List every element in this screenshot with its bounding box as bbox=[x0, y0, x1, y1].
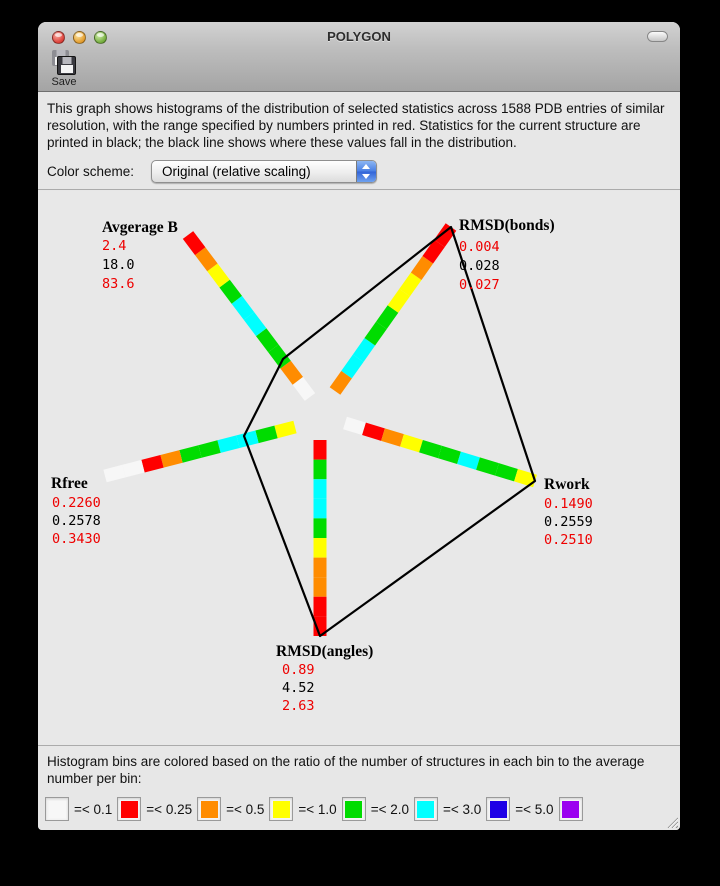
polygon-chart bbox=[38, 191, 680, 745]
color-scheme-selected-value: Original (relative scaling) bbox=[162, 164, 311, 179]
legend-swatch-blue bbox=[486, 797, 510, 821]
axis-current-value: 18.0 bbox=[102, 257, 135, 273]
legend-item bbox=[486, 797, 553, 821]
resize-grip[interactable] bbox=[665, 815, 678, 828]
legend-label: =< 0.25 bbox=[146, 801, 193, 817]
axis-range-min: 0.1490 bbox=[544, 496, 593, 512]
histogram-bin-segment bbox=[402, 440, 421, 446]
histogram-bin-segment bbox=[345, 423, 364, 429]
histogram-bin-segment bbox=[143, 461, 162, 466]
legend-item bbox=[45, 797, 112, 821]
histogram-bin-segment bbox=[428, 243, 440, 259]
histogram-bin-segment bbox=[358, 342, 370, 358]
histogram-bin-segment bbox=[347, 358, 359, 374]
polygon-chart-panel bbox=[38, 191, 680, 745]
axis-range-max: 0.3430 bbox=[52, 531, 101, 547]
legend-item bbox=[269, 797, 336, 821]
legend-swatch-white bbox=[45, 797, 69, 821]
histogram-bin-segment bbox=[286, 365, 298, 381]
axis-range-min: 0.004 bbox=[459, 239, 500, 255]
histogram-bin-segment bbox=[124, 466, 143, 471]
color-scheme-dropdown[interactable] bbox=[151, 160, 377, 183]
legend-row bbox=[45, 797, 680, 821]
legend-swatch-purple bbox=[559, 797, 583, 821]
axis-label: Rwork bbox=[544, 476, 590, 493]
toolbar-toggle-button[interactable] bbox=[647, 31, 668, 42]
axis-range-min: 2.4 bbox=[102, 238, 127, 254]
legend-item bbox=[559, 797, 583, 821]
window-chrome bbox=[38, 22, 680, 92]
dropdown-stepper-icon bbox=[356, 161, 376, 182]
histogram-bin-segment bbox=[219, 442, 238, 447]
histogram-bin-segment bbox=[364, 429, 383, 435]
axis-current-value: 4.52 bbox=[282, 680, 315, 696]
axis-range-min: 0.2260 bbox=[52, 495, 101, 511]
save-button-label: Save bbox=[51, 76, 77, 88]
axis-range-max: 0.2510 bbox=[544, 532, 593, 548]
legend-label: =< 0.1 bbox=[74, 801, 113, 817]
legend-item bbox=[414, 797, 481, 821]
polygon-window bbox=[38, 22, 680, 830]
histogram-bin-segment bbox=[257, 432, 276, 437]
legend-label: =< 2.0 bbox=[370, 801, 409, 817]
window-title: POLYGON bbox=[327, 29, 391, 44]
titlebar[interactable] bbox=[38, 22, 680, 50]
histogram-bin-segment bbox=[237, 300, 249, 316]
histogram-bin-segment bbox=[105, 471, 124, 476]
histogram-bin-segment bbox=[225, 284, 237, 300]
description-panel bbox=[38, 92, 680, 190]
histogram-bin-segment bbox=[516, 475, 535, 481]
histogram-bin-segment bbox=[383, 435, 402, 441]
axis-range-max: 2.63 bbox=[282, 698, 315, 714]
histogram-bin-segment bbox=[273, 348, 285, 364]
legend-explainer-text: Histogram bins are colored based on the ratio of the number of structures in each bin to the average number per bin: bbox=[47, 754, 645, 786]
histogram-bin-segment bbox=[370, 325, 382, 341]
histogram-bin-segment bbox=[381, 309, 393, 325]
description-text: This graph shows histograms of the distribution of selected statistics across 1588 PDB entries of similar resolution, with the range specified by numbers printed in red. Statistics for the current structure are printed in black; the black line shows where these values fall in the distribution. bbox=[47, 101, 665, 150]
histogram-bin-segment bbox=[162, 456, 181, 461]
legend-label: =< 3.0 bbox=[442, 801, 482, 817]
axis-current-value: 0.028 bbox=[459, 258, 500, 274]
color-scheme-label: Color scheme: bbox=[47, 164, 135, 179]
histogram-bin-segment bbox=[261, 332, 273, 348]
histogram-bin-segment bbox=[421, 446, 440, 452]
histogram-bin-segment bbox=[188, 235, 200, 251]
histogram-bin-segment bbox=[335, 375, 347, 391]
legend-label: =< 5.0 bbox=[515, 801, 554, 817]
legend-swatch-green bbox=[342, 797, 366, 821]
histogram-bin-segment bbox=[181, 452, 200, 457]
toolbar bbox=[38, 50, 680, 92]
axis-label: RMSD(angles) bbox=[276, 643, 374, 660]
save-floppy-icon bbox=[50, 50, 78, 76]
axis-label: Avgerage B bbox=[102, 219, 178, 236]
legend-item bbox=[117, 797, 192, 821]
axis-label: Rfree bbox=[51, 475, 88, 492]
legend-label: =< 1.0 bbox=[298, 801, 337, 817]
histogram-bin-segment bbox=[249, 316, 261, 332]
histogram-bin-segment bbox=[200, 251, 212, 267]
axis-label: RMSD(bonds) bbox=[459, 217, 555, 234]
histogram-bin-segment bbox=[238, 437, 257, 442]
legend-swatch-red bbox=[117, 797, 141, 821]
save-button[interactable] bbox=[44, 50, 84, 90]
axis-current-value: 0.2578 bbox=[52, 513, 101, 529]
histogram-bin-segment bbox=[212, 267, 224, 283]
histogram-bin-segment bbox=[459, 458, 478, 464]
color-scheme-row bbox=[47, 160, 680, 183]
histogram-bin-segment bbox=[393, 293, 405, 309]
histogram-bin-segment bbox=[200, 447, 219, 452]
legend-label: =< 0.5 bbox=[226, 801, 265, 817]
axis-current-value: 0.2559 bbox=[544, 514, 593, 530]
histogram-bin-segment bbox=[276, 427, 295, 432]
legend-item bbox=[197, 797, 264, 821]
legend-panel bbox=[38, 745, 680, 830]
histogram-bin-segment bbox=[416, 260, 428, 276]
legend-swatch-cyan bbox=[414, 797, 438, 821]
axis-range-max: 83.6 bbox=[102, 276, 135, 292]
histogram-bin-segment bbox=[440, 452, 459, 458]
axis-range-max: 0.027 bbox=[459, 277, 500, 293]
histogram-bin-segment bbox=[478, 464, 497, 470]
legend-item bbox=[342, 797, 409, 821]
histogram-bin-segment bbox=[497, 469, 516, 475]
histogram-bin-segment bbox=[298, 381, 310, 397]
axis-range-min: 0.89 bbox=[282, 662, 315, 678]
legend-swatch-orange bbox=[197, 797, 221, 821]
histogram-bin-segment bbox=[405, 276, 417, 292]
legend-swatch-yellow bbox=[269, 797, 293, 821]
